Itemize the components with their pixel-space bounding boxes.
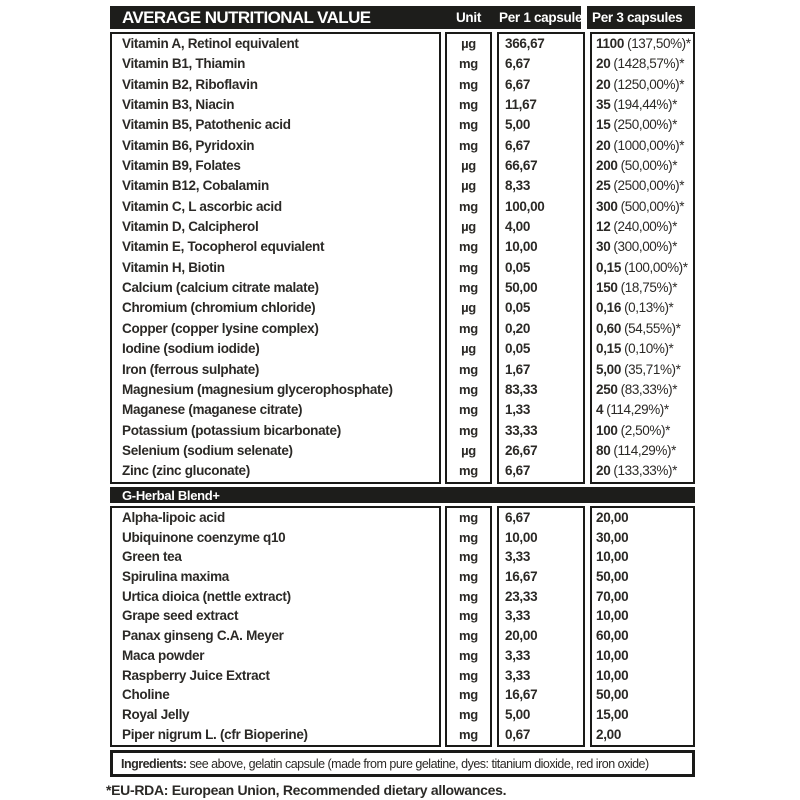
row-per3-value: 0,15 (100,00%)* <box>596 259 688 275</box>
row-per1-value: 3,33 <box>505 608 531 624</box>
row-per3-eu-rda-percent: (1428,57%)* <box>613 56 685 72</box>
row-unit: µg <box>461 219 476 235</box>
row-per3-value: 10,00 <box>596 667 629 683</box>
row-name: Vitamin B2, Riboflavin <box>122 76 258 92</box>
row-per3-value: 150 (18,75%)* <box>596 280 678 296</box>
row-per1-value: 366,67 <box>505 36 545 51</box>
row-per3-value: 250 (83,33%)* <box>596 381 678 397</box>
nutrition-table <box>106 6 695 800</box>
row-name: Vitamin B1, Thiamin <box>122 56 246 72</box>
row-per1-value: 23,33 <box>505 588 538 604</box>
herbal-per1-column <box>497 506 585 747</box>
row-per3-value: 0,16 (0,13%)* <box>596 300 674 316</box>
row-per3-eu-rda-percent: (250,00%)* <box>613 117 677 133</box>
row-per3-eu-rda-percent: (18,75%)* <box>620 280 678 296</box>
row-unit: mg <box>459 137 478 153</box>
row-per3-value: 80 (114,29%)* <box>596 442 676 458</box>
row-unit: mg <box>459 529 478 545</box>
row-per1-value: 5,00 <box>505 117 531 133</box>
row-per1-value: 0,20 <box>505 320 531 336</box>
row-per3-value: 300 (500,00%)* <box>596 198 685 214</box>
row-unit: mg <box>459 280 478 296</box>
row-per3-value: 20 (1250,00%)* <box>596 76 685 92</box>
row-unit: mg <box>459 569 478 585</box>
row-per1-value: 10,00 <box>505 529 538 545</box>
row-per1-value: 3,33 <box>505 647 531 663</box>
row-per1-value: 16,67 <box>505 687 538 703</box>
row-per3-value: 50,00 <box>596 569 629 585</box>
row-per1-value: 4,00 <box>505 219 531 235</box>
row-per3-value: 15,00 <box>596 706 629 722</box>
ingredients-text: see above, gelatin capsule (made from pure gelatine, dyes: titanium dioxide, red iron oxide) <box>186 756 649 771</box>
row-unit: µg <box>461 300 476 316</box>
row-per3-eu-rda-percent: (0,10%)* <box>624 341 674 357</box>
row-per3-value: 70,00 <box>596 588 629 604</box>
row-per1-value: 6,67 <box>505 56 531 72</box>
row-name: Spirulina maxima <box>122 569 229 585</box>
row-unit: mg <box>459 549 478 565</box>
row-unit: µg <box>461 178 476 194</box>
row-per3-value: 5,00 (35,71%)* <box>596 361 681 377</box>
row-per1-value: 26,67 <box>505 442 538 458</box>
row-name: Potassium (potassium bicarbonate) <box>122 422 341 438</box>
row-per3-eu-rda-percent: (500,00%)* <box>620 198 685 214</box>
row-per1-value: 1,33 <box>505 402 531 418</box>
row-per3-eu-rda-percent: (2500,00%)* <box>613 178 685 194</box>
row-per3-value: 100 (2,50%)* <box>596 422 670 438</box>
herbal-section-bar <box>110 487 695 503</box>
vitamins-unit-column <box>445 32 492 484</box>
row-name: Calcium (calcium citrate malate) <box>122 280 319 296</box>
row-unit: mg <box>459 687 478 703</box>
row-per1-value: 11,67 <box>505 97 537 113</box>
row-name: Vitamin C, L ascorbic acid <box>122 198 282 214</box>
row-per3-value: 30,00 <box>596 529 629 545</box>
row-per3-eu-rda-percent: (100,00%)* <box>624 259 688 275</box>
row-unit: mg <box>459 706 478 722</box>
row-unit: mg <box>459 198 478 214</box>
row-per3-value: 20 (1428,57%)* <box>596 56 685 72</box>
herbal-section-title: G-Herbal Blend+ <box>122 487 220 503</box>
row-per1-value: 6,67 <box>505 76 531 92</box>
ingredients-label: Ingredients: <box>121 756 187 771</box>
row-per3-value: 25 (2500,00%)* <box>596 178 685 194</box>
row-per3-eu-rda-percent: (35,71%)* <box>624 361 681 377</box>
row-unit: mg <box>459 647 478 663</box>
herbal-per3-column <box>590 506 695 747</box>
row-per3-value: 4 (114,29%)* <box>596 402 669 418</box>
row-name: Royal Jelly <box>122 706 190 722</box>
herbal-unit-column <box>445 506 492 747</box>
row-per3-eu-rda-percent: (1000,00%)* <box>613 137 685 153</box>
per1-column-header: Per 1 capsule <box>499 10 583 25</box>
row-per3-value: 0,60 (54,55%)* <box>596 320 681 336</box>
row-per3-eu-rda-percent: (133,33%)* <box>613 463 677 479</box>
row-per3-value: 0,15 (0,10%)* <box>596 341 674 357</box>
per3-header-bar <box>587 6 695 29</box>
row-per1-value: 10,00 <box>505 239 538 255</box>
row-per3-eu-rda-percent: (114,29%)* <box>613 442 676 458</box>
row-unit: mg <box>459 361 478 377</box>
row-per3-eu-rda-percent: (1250,00%)* <box>613 76 685 92</box>
unit-column-header: Unit <box>455 10 482 25</box>
row-per3-value: 50,00 <box>596 687 629 703</box>
row-per3-eu-rda-percent: (137,50%)* <box>627 36 691 51</box>
row-per1-value: 5,00 <box>505 706 531 722</box>
row-per1-value: 16,67 <box>505 569 538 585</box>
row-unit: mg <box>459 76 478 92</box>
row-unit: mg <box>459 320 478 336</box>
row-name: Copper (copper lysine complex) <box>122 320 319 336</box>
row-unit: mg <box>459 588 478 604</box>
vitamins-per1-column <box>497 32 585 484</box>
row-per3-value: 30 (300,00%)* <box>596 239 677 255</box>
row-per3-eu-rda-percent: (240,00%)* <box>613 219 677 235</box>
row-per3-value: 15 (250,00%)* <box>596 117 677 133</box>
row-per3-eu-rda-percent: (300,00%)* <box>613 239 677 255</box>
row-name: Alpha-lipoic acid <box>122 510 225 525</box>
row-per1-value: 20,00 <box>505 628 538 644</box>
row-per1-value: 0,67 <box>505 726 531 742</box>
row-unit: mg <box>459 463 478 479</box>
row-unit: mg <box>459 97 478 113</box>
row-per3-eu-rda-percent: (194,44%)* <box>613 97 677 113</box>
row-name: Iodine (sodium iodide) <box>122 341 260 357</box>
row-per3-value: 10,00 <box>596 608 629 624</box>
row-name: Vitamin H, Biotin <box>122 259 225 275</box>
row-unit: mg <box>459 422 478 438</box>
row-name: Vitamin B12, Cobalamin <box>122 178 269 194</box>
row-per3-value: 12 (240,00%)* <box>596 219 677 235</box>
row-name: Vitamin D, Calcipherol <box>122 219 259 235</box>
row-per1-value: 0,05 <box>505 259 531 275</box>
row-per1-value: 0,05 <box>505 341 531 357</box>
row-unit: mg <box>459 726 478 742</box>
row-name: Green tea <box>122 549 182 565</box>
row-unit: mg <box>459 117 478 133</box>
row-per1-value: 66,67 <box>505 158 538 174</box>
vitamins-per3-column <box>590 32 695 484</box>
row-per3-value: 2,00 <box>596 726 622 742</box>
vitamins-name-column <box>110 32 441 484</box>
row-unit: mg <box>459 239 478 255</box>
row-per1-value: 6,67 <box>505 510 531 525</box>
row-unit: mg <box>459 608 478 624</box>
row-per3-value: 1100 (137,50%)* <box>596 36 691 51</box>
row-name: Panax ginseng C.A. Meyer <box>122 628 284 644</box>
row-unit: mg <box>459 667 478 683</box>
row-per1-value: 6,67 <box>505 137 531 153</box>
row-unit: mg <box>459 56 478 72</box>
row-name: Vitamin A, Retinol equivalent <box>122 36 299 51</box>
row-unit: µg <box>461 442 476 458</box>
row-name: Choline <box>122 687 170 703</box>
row-unit: µg <box>461 341 476 357</box>
row-name: Selenium (sodium selenate) <box>122 442 293 458</box>
row-unit: mg <box>459 259 478 275</box>
row-name: Grape seed extract <box>122 608 239 624</box>
row-per3-value: 10,00 <box>596 549 629 565</box>
row-name: Zinc (zinc gluconate) <box>122 463 250 479</box>
row-name: Vitamin B3, Niacin <box>122 97 235 113</box>
row-unit: mg <box>459 381 478 397</box>
row-per3-value: 20 (133,33%)* <box>596 463 677 479</box>
table-title: AVERAGE NUTRITIONAL VALUE <box>122 8 371 27</box>
row-per1-value: 0,05 <box>505 300 531 316</box>
row-per3-eu-rda-percent: (83,33%)* <box>620 381 678 397</box>
row-name: Vitamin E, Tocopherol equvialent <box>122 239 325 255</box>
row-per1-value: 33,33 <box>505 422 538 438</box>
row-per1-value: 1,67 <box>505 361 531 377</box>
row-unit: µg <box>461 158 476 174</box>
row-unit: mg <box>459 628 478 644</box>
row-per3-value: 200 (50,00%)* <box>596 158 678 174</box>
row-per1-value: 8,33 <box>505 178 531 194</box>
row-per3-value: 60,00 <box>596 628 629 644</box>
row-per3-value: 10,00 <box>596 647 629 663</box>
row-name: Urtica dioica (nettle extract) <box>122 588 291 604</box>
row-per3-eu-rda-percent: (54,55%)* <box>624 320 681 336</box>
row-unit: mg <box>459 402 478 418</box>
row-per3-value: 35 (194,44%)* <box>596 97 677 113</box>
row-per1-value: 3,33 <box>505 549 531 565</box>
table-header-bar <box>110 6 581 29</box>
row-unit: mg <box>459 510 478 525</box>
row-name: Vitamin B6, Pyridoxin <box>122 137 255 153</box>
row-name: Vitamin B9, Folates <box>122 158 241 174</box>
row-unit: µg <box>461 36 476 51</box>
herbal-name-column <box>110 506 441 747</box>
row-name: Ubiquinone coenzyme q10 <box>122 529 286 545</box>
row-name: Maganese (maganese citrate) <box>122 402 303 418</box>
row-per3-eu-rda-percent: (2,50%)* <box>620 422 670 438</box>
row-name: Raspberry Juice Extract <box>122 667 270 683</box>
row-name: Vitamin B5, Patothenic acid <box>122 117 291 133</box>
row-per1-value: 3,33 <box>505 667 531 683</box>
row-per3-eu-rda-percent: (50,00%)* <box>620 158 678 174</box>
row-per1-value: 100,00 <box>505 198 545 214</box>
row-per1-value: 83,33 <box>505 381 538 397</box>
eu-rda-footnote: *EU-RDA: European Union, Recommended dietary allowances. <box>106 782 507 798</box>
row-name: Iron (ferrous sulphate) <box>122 361 260 377</box>
row-name: Maca powder <box>122 647 205 663</box>
row-per3-eu-rda-percent: (0,13%)* <box>624 300 674 316</box>
row-name: Magnesium (magnesium glycerophosphate) <box>122 381 393 397</box>
per3-column-header: Per 3 capsules <box>592 10 683 25</box>
ingredients-row <box>110 750 695 777</box>
row-per3-value: 20,00 <box>596 510 629 525</box>
row-per1-value: 6,67 <box>505 463 531 479</box>
row-name: Piper nigrum L. (cfr Bioperine) <box>122 726 308 742</box>
row-per3-value: 20 (1000,00%)* <box>596 137 685 153</box>
row-per3-eu-rda-percent: (114,29%)* <box>606 402 669 418</box>
row-name: Chromium (chromium chloride) <box>122 300 316 316</box>
row-per1-value: 50,00 <box>505 280 538 296</box>
